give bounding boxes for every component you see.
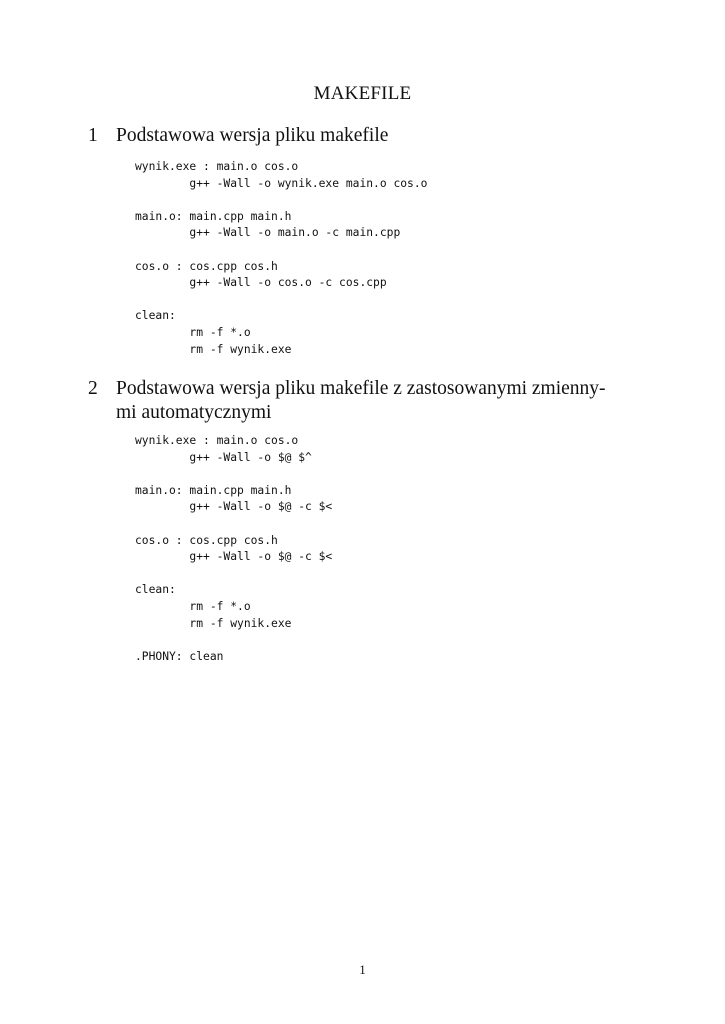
- section-2-title-line-2: mi automatycznymi: [116, 402, 272, 423]
- page-number: 1: [359, 962, 366, 977]
- section-2-code-block: wynik.exe : main.o cos.o g++ -Wall -o $@ $^ main.o: main.cpp main.h g++ -Wall -o $@ -c $< cos.o : cos.cpp cos.h g++ -Wall -o $@ -c $< clean: rm -f *.o rm -f wynik.exe .PHONY: clean: [135, 434, 333, 663]
- page-title: MAKEFILE: [313, 83, 412, 104]
- section-1-title: Podstawowa wersja pliku makefile: [116, 125, 389, 146]
- section-1-code-block: wynik.exe : main.o cos.o g++ -Wall -o wynik.exe main.o cos.o main.o: main.cpp main.h g++ -Wall -o main.o -c main.cpp cos.o : cos.cpp cos.h g++ -Wall -o cos.o -c cos.cpp clean: rm -f *.o rm -f wynik.exe: [135, 160, 428, 356]
- section-1-number: 1: [88, 125, 98, 146]
- section-2-heading: [88, 377, 646, 425]
- section-1-heading: [88, 124, 646, 148]
- section-2-title: [116, 377, 646, 425]
- section-2-title-line-1: Podstawowa wersja pliku makefile z zastosowanymi zmienny-: [116, 378, 606, 399]
- section-2-number: 2: [88, 378, 98, 399]
